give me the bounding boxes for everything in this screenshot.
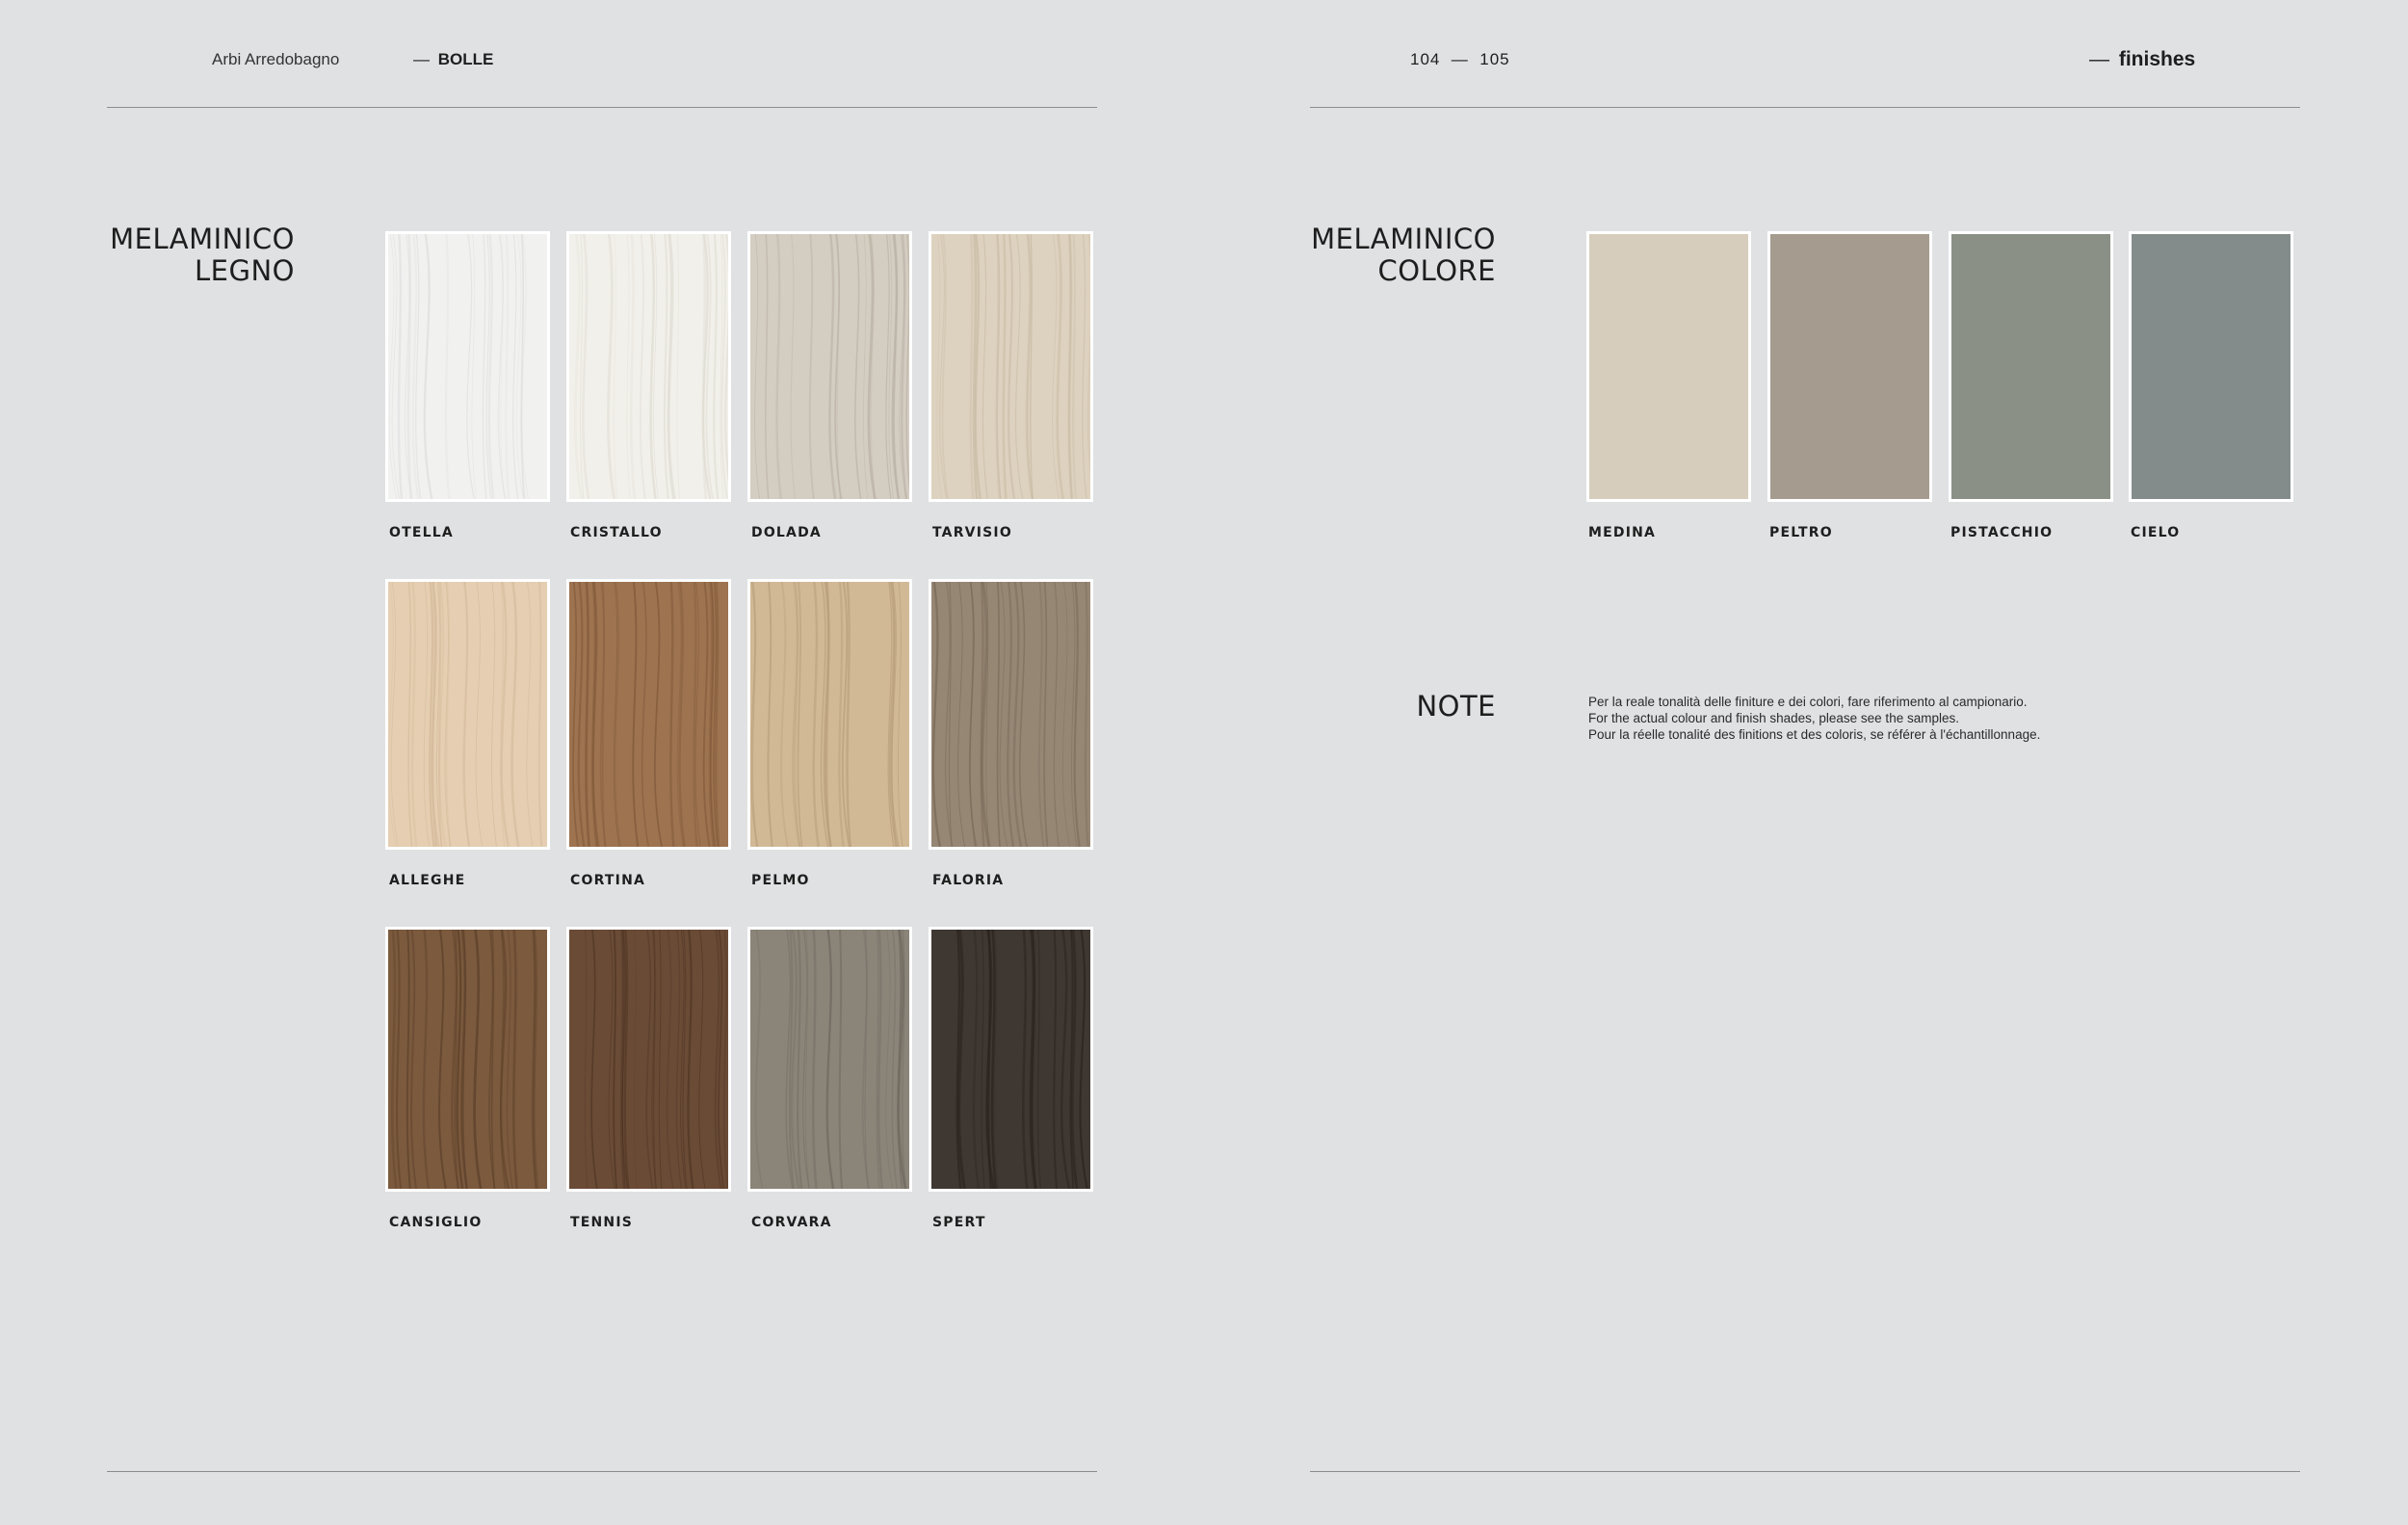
- wood-swatch-corvara: [747, 927, 912, 1192]
- color-label-pistacchio: PISTACCHIO: [1950, 525, 2054, 540]
- top-rule-right: [1310, 107, 2300, 108]
- wood-swatch-cristallo: [566, 231, 731, 502]
- wood-swatch-tarvisio: [929, 231, 1093, 502]
- color-label-peltro: PELTRO: [1769, 525, 1833, 540]
- colore-title: [1311, 223, 1496, 287]
- wood-label-pelmo: PELMO: [751, 873, 810, 888]
- brand-name: Arbi Arredobagno: [212, 50, 340, 68]
- wood-swatch-otella: [385, 231, 550, 502]
- colore-title-line1: MELAMINICO: [1311, 223, 1496, 255]
- collection-title: [413, 50, 493, 69]
- wood-label-corvara: CORVARA: [751, 1215, 832, 1230]
- bottom-rule-left: [107, 1471, 1097, 1472]
- wood-swatch-spert: [929, 927, 1093, 1192]
- color-swatch-cielo: [2129, 231, 2293, 502]
- wood-swatch-dolada: [747, 231, 912, 502]
- collection-name: BOLLE: [437, 50, 494, 68]
- legno-title-line1: MELAMINICO: [110, 223, 295, 255]
- wood-label-otella: OTELLA: [389, 525, 454, 540]
- wood-label-alleghe: ALLEGHE: [389, 873, 466, 888]
- page-numbers: 104 — 105: [1410, 50, 1510, 68]
- bottom-rule-right: [1310, 1471, 2300, 1472]
- wood-label-cansiglio: CANSIGLIO: [389, 1215, 483, 1230]
- section-prefix: —: [2089, 48, 2109, 70]
- wood-swatch-pelmo: [747, 579, 912, 850]
- wood-swatch-tennis: [566, 927, 731, 1192]
- color-swatch-medina: [1586, 231, 1751, 502]
- color-swatch-pistacchio: [1949, 231, 2113, 502]
- legno-title: [110, 223, 295, 287]
- section-name: finishes: [2118, 48, 2196, 70]
- color-swatch-peltro: [1767, 231, 1932, 502]
- top-rule-left: [107, 107, 1097, 108]
- section-title: [2089, 48, 2195, 71]
- note-title: NOTE: [1416, 690, 1496, 723]
- color-label-medina: MEDINA: [1588, 525, 1657, 540]
- collection-prefix: —: [413, 50, 430, 68]
- wood-swatch-alleghe: [385, 579, 550, 850]
- wood-label-spert: SPERT: [932, 1215, 986, 1230]
- wood-label-cristallo: CRISTALLO: [570, 525, 663, 540]
- wood-label-dolada: DOLADA: [751, 525, 822, 540]
- note-text: [1588, 694, 2040, 743]
- wood-swatch-cortina: [566, 579, 731, 850]
- wood-label-tennis: TENNIS: [570, 1215, 634, 1230]
- color-label-cielo: CIELO: [2131, 525, 2181, 540]
- colore-title-line2: COLORE: [1377, 254, 1496, 287]
- wood-swatch-faloria: [929, 579, 1093, 850]
- wood-label-faloria: FALORIA: [932, 873, 1005, 888]
- wood-swatch-cansiglio: [385, 927, 550, 1192]
- legno-title-line2: LEGNO: [195, 254, 295, 287]
- note-line-en: For the actual colour and finish shades, please see the samples.: [1588, 711, 1959, 725]
- note-line-fr: Pour la réelle tonalité des finitions et des coloris, se référer à l'échantillonnage.: [1588, 727, 2041, 742]
- wood-label-tarvisio: TARVISIO: [932, 525, 1012, 540]
- wood-label-cortina: CORTINA: [570, 873, 646, 888]
- note-line-it: Per la reale tonalità delle finiture e dei colori, fare riferimento al campionario.: [1588, 695, 2028, 709]
